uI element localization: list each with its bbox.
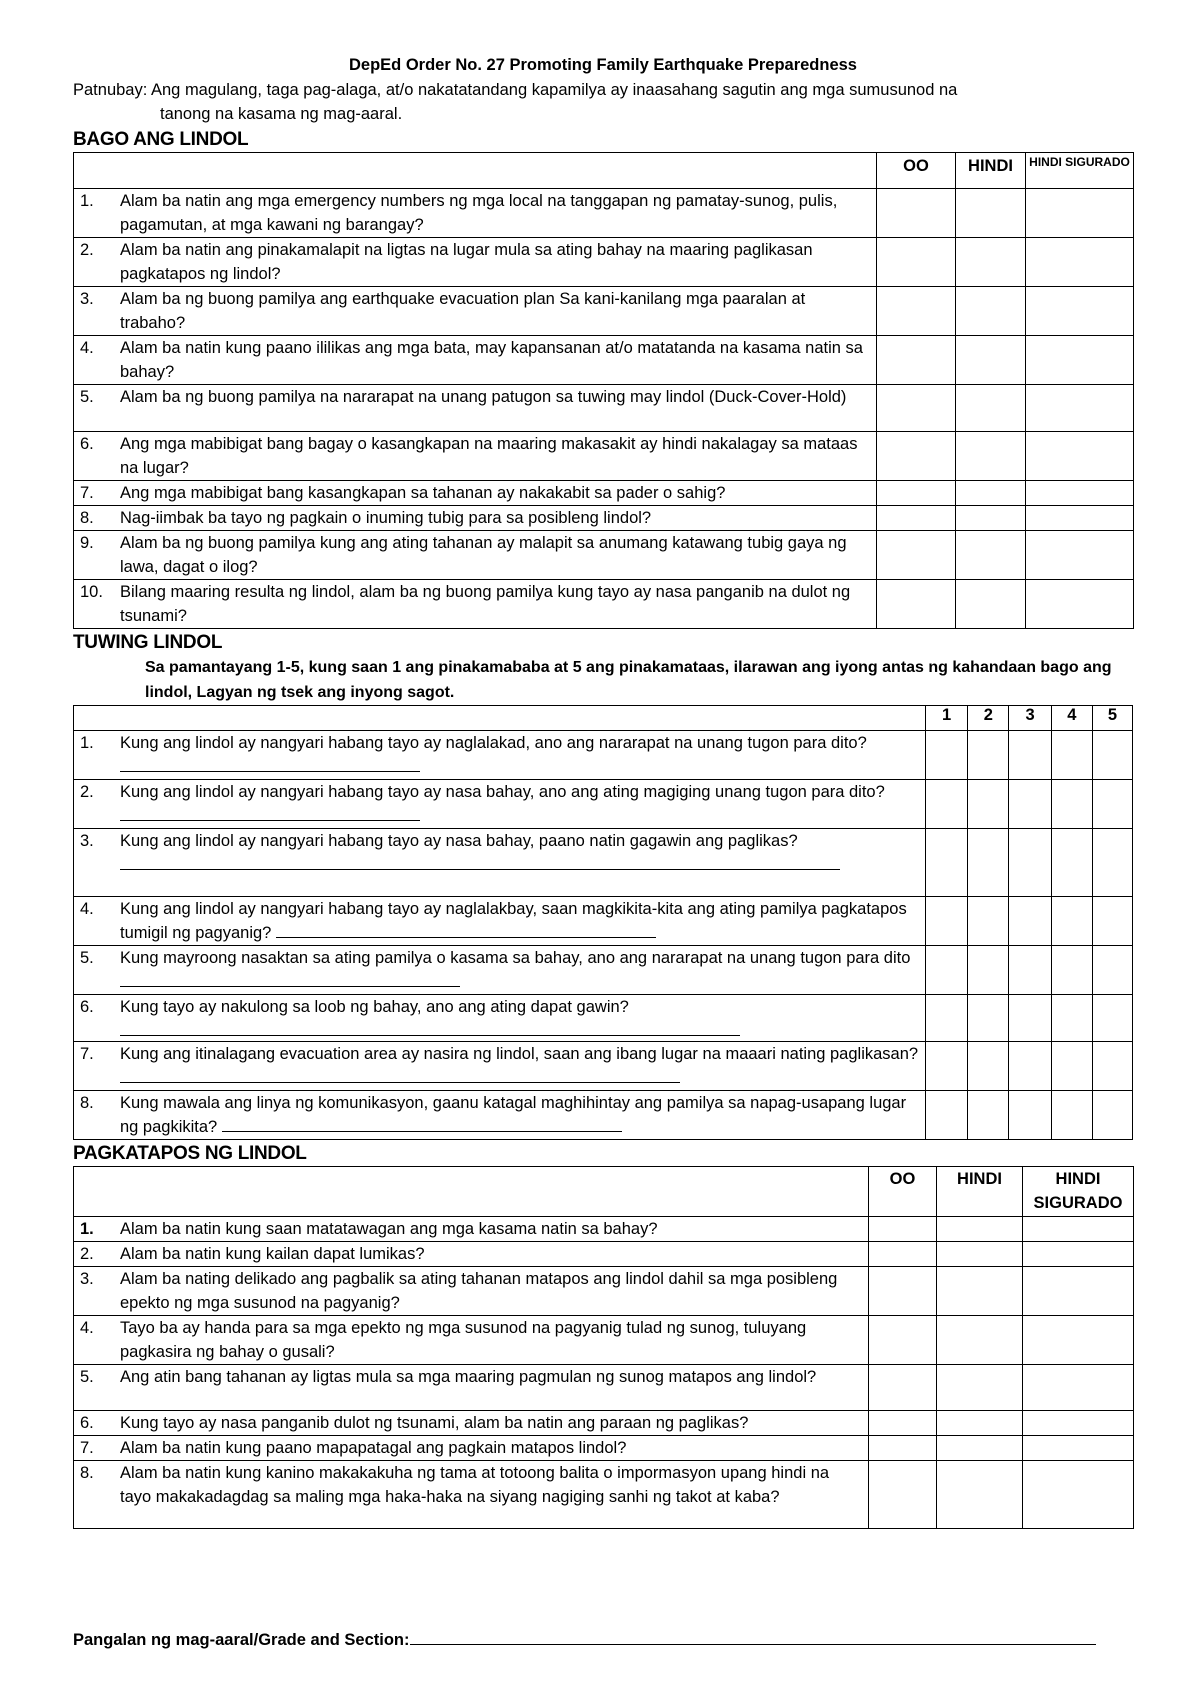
table-row [74, 189, 1134, 238]
answer-checkbox[interactable] [1023, 1411, 1134, 1436]
answer-checkbox[interactable] [1026, 385, 1134, 432]
during-instructions: Sa pamantayang 1-5, kung saan 1 ang pinakamababa at 5 ang pinakamataas, ilarawan ang iyong antas ng kahandaan bago ang lindol, Lagyan ng tsek ang inyong sagot. [145, 659, 1112, 701]
answer-checkbox[interactable] [956, 385, 1026, 432]
question-text-content: Kung tayo ay nasa panganib dulot ng tsunami, alam ba natin ang paraan ng paglikas? [120, 1414, 749, 1432]
table-row [74, 336, 1134, 385]
answer-checkbox[interactable] [877, 481, 956, 506]
answer-blank[interactable] [120, 755, 420, 772]
question-line [80, 1042, 921, 1090]
question-text-content: Alam ba natin kung paano ililikas ang mga bata, may kapansanan at/o matatanda na kasama natin sa bahay? [120, 339, 863, 381]
question-number: 2. [80, 241, 94, 259]
answer-checkbox[interactable] [1051, 897, 1092, 946]
after-header-row [74, 1167, 1134, 1217]
answer-checkbox[interactable] [968, 1091, 1009, 1140]
guide-line-2: tanong na kasama ng mag-aaral. [160, 105, 403, 123]
question-text-content: Kung ang itinalagang evacuation area ay nasira ng lindol, saan ang ibang lugar na maaari nating paglikasan? [120, 1045, 919, 1063]
answer-checkbox[interactable] [956, 580, 1026, 629]
table-row [74, 1365, 1134, 1411]
question-text [120, 1436, 864, 1460]
answer-checkbox[interactable] [1009, 731, 1051, 780]
answer-checkbox[interactable] [925, 1042, 967, 1091]
question-number: 6. [80, 435, 94, 453]
question-number: 4. [80, 900, 94, 918]
answer-checkbox[interactable] [1023, 1365, 1134, 1411]
question-line [80, 506, 872, 530]
answer-checkbox[interactable] [877, 580, 956, 629]
answer-checkbox[interactable] [937, 1365, 1023, 1411]
answer-checkbox[interactable] [925, 897, 967, 946]
during-col-1: 1 [925, 706, 967, 731]
after-col-hindi-sigurado: HINDI SIGURADO [1023, 1167, 1134, 1217]
answer-checkbox[interactable] [968, 995, 1009, 1042]
table-row [74, 1461, 1134, 1529]
question-text [120, 432, 872, 480]
question-text-content: Alam ba ng buong pamilya kung ang ating tahanan ay malapit sa anumang katawang tubig gaya ng lawa, dagat o ilog? [120, 534, 847, 576]
answer-checkbox[interactable] [968, 731, 1009, 780]
guide-text [73, 78, 1133, 126]
question-cell [74, 1316, 869, 1365]
question-text-content: Alam ba natin ang pinakamalapit na ligtas na lugar mula sa ating bahay na maaring paglikasan pagkatapos ng lindol? [120, 241, 813, 283]
question-number: 5. [80, 388, 94, 406]
question-text [120, 481, 872, 505]
answer-checkbox[interactable] [1009, 946, 1051, 995]
table-row [74, 1217, 1134, 1242]
during-col-4: 4 [1051, 706, 1092, 731]
answer-blank[interactable] [222, 1115, 622, 1132]
question-text [120, 829, 921, 870]
question-cell [74, 580, 877, 629]
answer-checkbox[interactable] [968, 780, 1009, 829]
question-text-content: Alam ba nating delikado ang pagbalik sa ating tahanan matapos ang lindol dahil sa mga posibleng epekto ng mga susunod na pagyanig? [120, 1270, 838, 1312]
question-line [80, 897, 921, 945]
answer-checkbox[interactable] [1026, 531, 1134, 580]
question-text [120, 385, 872, 409]
table-row [74, 385, 1134, 432]
question-cell [74, 731, 926, 780]
answer-checkbox[interactable] [1051, 731, 1092, 780]
before-col-hindi: HINDI [956, 153, 1026, 189]
question-text-content: Kung tayo ay nakulong sa loob ng bahay, ano ang ating dapat gawin? [120, 998, 629, 1016]
answer-checkbox[interactable] [1023, 1217, 1134, 1242]
table-row [74, 946, 1133, 995]
answer-checkbox[interactable] [1026, 432, 1134, 481]
answer-blank[interactable] [120, 1066, 680, 1083]
question-text [120, 580, 872, 628]
question-number: 8. [80, 1094, 94, 1112]
answer-blank[interactable] [120, 1019, 740, 1036]
answer-checkbox[interactable] [925, 829, 967, 897]
student-name-label: Pangalan ng mag-aaral/Grade and Section: [73, 1631, 410, 1649]
answer-blank[interactable] [120, 804, 420, 821]
table-row [74, 506, 1134, 531]
question-line [80, 432, 872, 480]
table-row [74, 1091, 1133, 1140]
answer-checkbox[interactable] [1051, 1042, 1092, 1091]
question-text [120, 1316, 864, 1364]
question-line [80, 1091, 921, 1139]
question-number: 2. [80, 1245, 94, 1263]
question-text [120, 897, 921, 945]
question-cell [74, 385, 877, 432]
answer-checkbox[interactable] [1023, 1436, 1134, 1461]
answer-checkbox[interactable] [877, 506, 956, 531]
answer-checkbox[interactable] [925, 1091, 967, 1140]
during-table [73, 705, 1133, 1140]
question-text [120, 336, 872, 384]
answer-checkbox[interactable] [1009, 829, 1051, 897]
question-text-content: Kung ang lindol ay nangyari habang tayo ay naglalakad, ano ang nararapat na unang tugon para dito? [120, 734, 867, 752]
answer-checkbox[interactable] [1051, 829, 1092, 897]
answer-checkbox[interactable] [877, 432, 956, 481]
question-text [120, 1365, 864, 1389]
table-row [74, 287, 1134, 336]
answer-checkbox[interactable] [1092, 946, 1132, 995]
question-text [120, 189, 872, 237]
answer-checkbox[interactable] [1092, 780, 1132, 829]
answer-checkbox[interactable] [925, 780, 967, 829]
during-col-5: 5 [1092, 706, 1132, 731]
answer-checkbox[interactable] [869, 1267, 937, 1316]
answer-checkbox[interactable] [869, 1411, 937, 1436]
answer-checkbox[interactable] [956, 531, 1026, 580]
question-line [80, 481, 872, 505]
before-table [73, 152, 1134, 629]
table-row [74, 995, 1133, 1042]
question-text [120, 1411, 864, 1435]
question-number: 7. [80, 484, 94, 502]
section-title-before: BAGO ANG LINDOL [73, 129, 249, 150]
question-number: 6. [80, 1414, 94, 1432]
answer-checkbox[interactable] [937, 1242, 1023, 1267]
question-line [80, 238, 872, 286]
answer-checkbox[interactable] [1009, 780, 1051, 829]
answer-checkbox[interactable] [968, 1042, 1009, 1091]
question-number: 1. [80, 1220, 94, 1238]
question-line [80, 385, 872, 409]
question-text-content: Nag-iimbak ba tayo ng pagkain o inuming tubig para sa posibleng lindol? [120, 509, 652, 527]
answer-checkbox[interactable] [925, 995, 967, 1042]
question-number: 1. [80, 734, 94, 752]
question-line [80, 1217, 864, 1241]
answer-checkbox[interactable] [1051, 780, 1092, 829]
answer-checkbox[interactable] [1009, 995, 1051, 1042]
question-text-content: Alam ba ng buong pamilya na nararapat na unang patugon sa tuwing may lindol (Duck-Cover-Hold) [120, 388, 847, 406]
answer-checkbox[interactable] [877, 189, 956, 238]
question-text-content: Alam ba natin ang mga emergency numbers ng mga local na tanggapan ng pamatay-sunog, pulis, pagamutan, at mga kawani ng barangay? [120, 192, 838, 234]
table-row [74, 531, 1134, 580]
answer-checkbox[interactable] [1023, 1242, 1134, 1267]
question-cell [74, 1242, 869, 1267]
answer-checkbox[interactable] [937, 1217, 1023, 1242]
document-title: DepEd Order No. 27 Promoting Family Earthquake Preparedness [349, 56, 857, 74]
question-text-content: Alam ba natin kung kanino makakakuha ng tama at totoong balita o impormasyon upang hindi na tayo makakadagdag sa maling mga haka-haka na siyang nagiging sanhi ng takot at kaba? [120, 1464, 830, 1506]
table-row [74, 829, 1133, 897]
question-cell [74, 432, 877, 481]
student-name-line [73, 1628, 1096, 1650]
answer-checkbox[interactable] [956, 336, 1026, 385]
worksheet-page [73, 50, 1133, 1529]
table-row [74, 481, 1134, 506]
question-cell [74, 1267, 869, 1316]
question-text [120, 287, 872, 335]
question-text-content: Alam ba natin kung paano mapapatagal ang pagkain matapos lindol? [120, 1439, 627, 1457]
answer-checkbox[interactable] [1092, 995, 1132, 1042]
question-text-content: Ang mga mabibigat bang kasangkapan sa tahanan ay nakakabit sa pader o sahig? [120, 484, 726, 502]
question-line [80, 336, 872, 384]
answer-checkbox[interactable] [1026, 287, 1134, 336]
answer-checkbox[interactable] [1026, 481, 1134, 506]
answer-checkbox[interactable] [1026, 336, 1134, 385]
question-number: 6. [80, 998, 94, 1016]
question-line [80, 995, 921, 1036]
question-cell [74, 897, 926, 946]
question-cell [74, 238, 877, 287]
question-cell [74, 1217, 869, 1242]
before-col-oo: OO [877, 153, 956, 189]
answer-checkbox[interactable] [869, 1217, 937, 1242]
question-text-content: Kung mawala ang linya ng komunikasyon, gaanu katagal maghihintay ang pamilya sa napag-usapang lugar ng pagkikita? [120, 1094, 907, 1136]
question-number: 7. [80, 1045, 94, 1063]
question-text-content: Ang mga mabibigat bang bagay o kasangkapan na maaring makasakit ay hindi nakalagay sa mataas na lugar? [120, 435, 858, 477]
question-number: 10. [80, 583, 103, 601]
answer-checkbox[interactable] [877, 238, 956, 287]
during-col-3: 3 [1009, 706, 1051, 731]
answer-checkbox[interactable] [869, 1461, 937, 1529]
answer-checkbox[interactable] [1051, 995, 1092, 1042]
answer-checkbox[interactable] [925, 731, 967, 780]
question-line [80, 189, 872, 237]
question-text [120, 1242, 864, 1266]
question-cell [74, 780, 926, 829]
table-row [74, 432, 1134, 481]
answer-checkbox[interactable] [968, 829, 1009, 897]
answer-checkbox[interactable] [956, 189, 1026, 238]
question-cell [74, 1365, 869, 1411]
question-text [120, 780, 921, 828]
answer-checkbox[interactable] [869, 1365, 937, 1411]
question-number: 1. [80, 192, 94, 210]
answer-checkbox[interactable] [869, 1242, 937, 1267]
question-number: 9. [80, 534, 94, 552]
section-title-after: PAGKATAPOS NG LINDOL [73, 1143, 307, 1164]
question-text [120, 946, 921, 994]
question-number: 5. [80, 1368, 94, 1386]
question-cell [74, 506, 877, 531]
answer-checkbox[interactable] [877, 287, 956, 336]
table-row [74, 1042, 1133, 1091]
question-number: 2. [80, 783, 94, 801]
answer-checkbox[interactable] [956, 432, 1026, 481]
question-number: 8. [80, 509, 94, 527]
during-blank-header [74, 706, 926, 731]
table-row [74, 580, 1134, 629]
table-row [74, 1436, 1134, 1461]
question-text-content: Kung ang lindol ay nangyari habang tayo ay nasa bahay, ano ang ating magiging unang tugon para dito? [120, 783, 885, 801]
question-line [80, 580, 872, 628]
before-col-hindi-sigurado: HINDI SIGURADO [1026, 153, 1134, 189]
question-line [80, 829, 921, 870]
answer-checkbox[interactable] [1009, 1042, 1051, 1091]
question-text-content: Tayo ba ay handa para sa mga epekto ng mga susunod na pagyanig tulad ng sunog, tuluyang pagkasira ng bahay o gusali? [120, 1319, 807, 1361]
answer-checkbox[interactable] [925, 946, 967, 995]
question-number: 3. [80, 1270, 94, 1288]
question-cell [74, 995, 926, 1042]
answer-checkbox[interactable] [956, 506, 1026, 531]
question-text-content: Alam ba natin kung saan matatawagan ang mga kasama natin sa bahay? [120, 1220, 658, 1238]
question-number: 3. [80, 832, 94, 850]
question-text [120, 506, 872, 530]
student-name-field[interactable] [410, 1628, 1096, 1645]
table-row [74, 780, 1133, 829]
question-cell [74, 336, 877, 385]
answer-checkbox[interactable] [937, 1436, 1023, 1461]
answer-checkbox[interactable] [1023, 1267, 1134, 1316]
after-col-oo: OO [869, 1167, 937, 1217]
question-text-content: Alam ba natin kung kailan dapat lumikas? [120, 1245, 425, 1263]
before-header-row [74, 153, 1134, 189]
answer-checkbox[interactable] [1023, 1316, 1134, 1365]
answer-checkbox[interactable] [968, 946, 1009, 995]
answer-checkbox[interactable] [1026, 580, 1134, 629]
question-text [120, 995, 921, 1036]
answer-checkbox[interactable] [877, 531, 956, 580]
answer-checkbox[interactable] [877, 336, 956, 385]
question-text [120, 238, 872, 286]
question-cell [74, 481, 877, 506]
after-blank-header [74, 1167, 869, 1217]
question-text [120, 1091, 921, 1139]
guide-line-1: Ang magulang, taga pag-alaga, at/o nakatatandang kapamilya ay inaasahang sagutin ang mga sumusunod na [151, 81, 958, 99]
answer-checkbox[interactable] [1051, 946, 1092, 995]
table-row [74, 731, 1133, 780]
question-text [120, 1461, 864, 1509]
question-line [80, 1436, 864, 1460]
question-text-content: Kung ang lindol ay nangyari habang tayo ay naglalakbay, saan magkikita-kita ang ating pamilya pagkatapos tumigil ng pagyanig? [120, 900, 907, 942]
question-text-content: Kung ang lindol ay nangyari habang tayo ay nasa bahay, paano natin gagawin ang paglikas? [120, 832, 798, 850]
question-line [80, 1461, 864, 1509]
question-line [80, 1365, 864, 1389]
answer-checkbox[interactable] [1026, 238, 1134, 287]
question-line [80, 1242, 864, 1266]
question-line [80, 1411, 864, 1435]
during-col-2: 2 [968, 706, 1009, 731]
question-cell [74, 1411, 869, 1436]
question-number: 4. [80, 1319, 94, 1337]
question-text [120, 731, 921, 779]
answer-checkbox[interactable] [1009, 897, 1051, 946]
section-title-during: TUWING LINDOL [73, 632, 223, 653]
answer-checkbox[interactable] [1092, 1042, 1132, 1091]
answer-checkbox[interactable] [956, 287, 1026, 336]
answer-checkbox[interactable] [956, 238, 1026, 287]
answer-blank[interactable] [120, 853, 840, 870]
table-row [74, 897, 1133, 946]
table-row [74, 238, 1134, 287]
answer-checkbox[interactable] [1026, 189, 1134, 238]
question-line [80, 531, 872, 579]
question-cell [74, 189, 877, 238]
answer-checkbox[interactable] [1092, 1091, 1132, 1140]
guide-label: Patnubay: [73, 81, 148, 99]
answer-checkbox[interactable] [1092, 897, 1132, 946]
question-text-content: Alam ba ng buong pamilya ang earthquake evacuation plan Sa kani-kanilang mga paaralan at trabaho? [120, 290, 806, 332]
answer-checkbox[interactable] [1026, 506, 1134, 531]
answer-checkbox[interactable] [937, 1267, 1023, 1316]
question-cell [74, 1436, 869, 1461]
answer-checkbox[interactable] [968, 897, 1009, 946]
question-line [80, 946, 921, 994]
answer-checkbox[interactable] [937, 1316, 1023, 1365]
answer-checkbox[interactable] [956, 481, 1026, 506]
answer-blank[interactable] [276, 921, 656, 938]
question-line [80, 731, 921, 779]
answer-blank[interactable] [120, 970, 460, 987]
question-number: 5. [80, 949, 94, 967]
after-col-hindi: HINDI [937, 1167, 1023, 1217]
question-line [80, 1316, 864, 1364]
question-text [120, 1042, 921, 1090]
table-row [74, 1316, 1134, 1365]
during-header-row [74, 706, 1133, 731]
question-cell [74, 287, 877, 336]
question-cell [74, 1091, 926, 1140]
answer-checkbox[interactable] [869, 1316, 937, 1365]
table-row [74, 1267, 1134, 1316]
question-line [80, 780, 921, 828]
answer-checkbox[interactable] [869, 1436, 937, 1461]
table-row [74, 1411, 1134, 1436]
question-cell [74, 531, 877, 580]
question-cell [74, 829, 926, 897]
question-cell [74, 1042, 926, 1091]
question-text-content: Kung mayroong nasaktan sa ating pamilya o kasama sa bahay, ano ang nararapat na unang tugon para dito [120, 949, 911, 967]
answer-checkbox[interactable] [877, 385, 956, 432]
answer-checkbox[interactable] [937, 1461, 1023, 1529]
answer-checkbox[interactable] [1023, 1461, 1134, 1529]
question-line [80, 287, 872, 335]
answer-checkbox[interactable] [1051, 1091, 1092, 1140]
answer-checkbox[interactable] [937, 1411, 1023, 1436]
question-number: 8. [80, 1464, 94, 1482]
question-text-content: Ang atin bang tahanan ay ligtas mula sa mga maaring pagmulan ng sunog matapos ang lindol? [120, 1368, 817, 1386]
question-text [120, 531, 872, 579]
question-text [120, 1217, 864, 1241]
question-number: 7. [80, 1439, 94, 1457]
answer-checkbox[interactable] [1009, 1091, 1051, 1140]
question-number: 3. [80, 290, 94, 308]
question-text-content: Bilang maaring resulta ng lindol, alam ba ng buong pamilya kung tayo ay nasa panganib na dulot ng tsunami? [120, 583, 851, 625]
answer-checkbox[interactable] [1092, 829, 1132, 897]
question-number: 4. [80, 339, 94, 357]
after-table [73, 1166, 1134, 1529]
table-row [74, 1242, 1134, 1267]
question-text [120, 1267, 864, 1315]
question-line [80, 1267, 864, 1315]
question-cell [74, 1461, 869, 1529]
question-cell [74, 946, 926, 995]
answer-checkbox[interactable] [1092, 731, 1132, 780]
before-blank-header [74, 153, 877, 189]
